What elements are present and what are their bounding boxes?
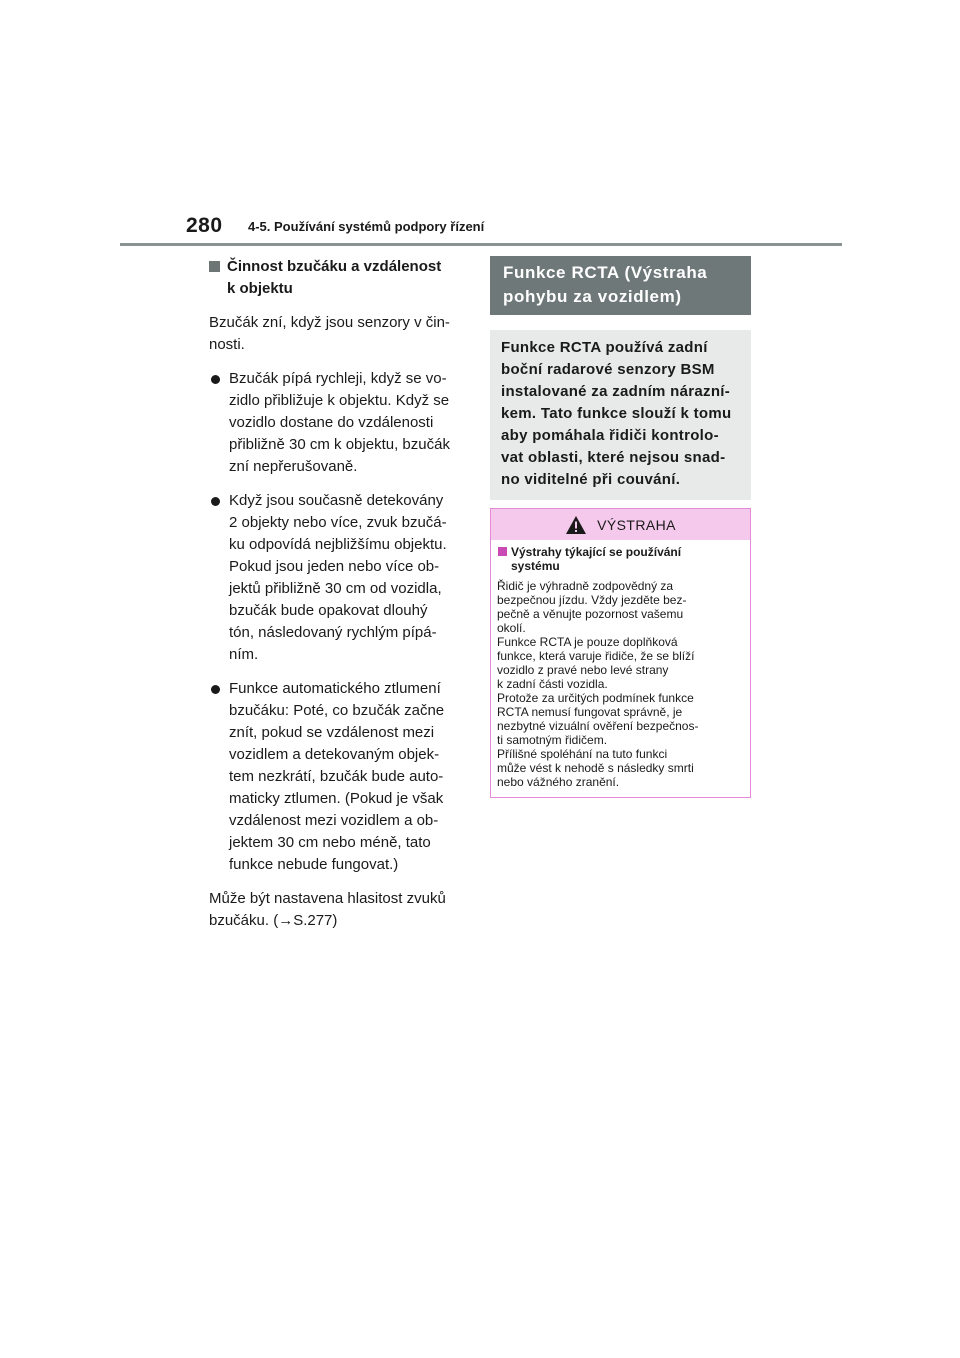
text-line: nebo vážného zranění. — [497, 775, 620, 789]
text-line: Může být nastavena hlasitost zvuků — [209, 890, 446, 907]
text-line: ti samotným řidičem. — [497, 733, 608, 747]
text-line: zidlo přibližuje k objektu. Když se — [229, 392, 450, 409]
warning-box — [490, 508, 751, 798]
section-heading-line: k objektu — [227, 280, 293, 297]
text-line: aby pomáhala řidiči kontrolo- — [501, 427, 719, 444]
text-line: znít, pokud se vzdálenost mezi — [229, 724, 435, 741]
text-line: Bzučák pípá rychleji, když se vo- — [229, 370, 447, 387]
text-line: Funkce automatického ztlumení — [229, 680, 441, 697]
text-line: vzdálenost mezi vozidlem a ob- — [229, 812, 439, 829]
warning-body — [491, 540, 750, 797]
square-bullet-icon — [209, 261, 220, 272]
text-line: tem nezkrátí, bzučák bude auto- — [229, 768, 444, 785]
text-line: k zadní části vozidla. — [497, 677, 608, 691]
text-line: tón, následovaný rychlým pípá- — [229, 624, 437, 641]
text-line: bzučák bude opakovat dlouhý — [229, 602, 428, 619]
bullet-dot-icon — [211, 685, 220, 694]
text-line: vat oblasti, které nejsou snad- — [501, 449, 726, 466]
text-line: pečně a věnujte pozornost vašemu — [497, 607, 684, 621]
text-line: nosti. — [209, 336, 245, 353]
right-column — [490, 256, 751, 798]
text-line: může vést k nehodě s následky smrti — [497, 761, 694, 775]
text-line: 2 objekty nebo více, zvuk bzučá- — [229, 514, 447, 531]
text-line: vozidlo z pravé nebo levé strany — [497, 663, 669, 677]
text-line: jektů přibližně 30 cm od vozidla, — [229, 580, 442, 597]
text-line: instalované za zadním nárazní- — [501, 383, 731, 400]
text-line: vozidlem a detekovaným objek- — [229, 746, 440, 763]
text-line: Protože za určitých podmínek funkce — [497, 691, 694, 705]
left-column — [209, 256, 469, 932]
text-line: Funkce RCTA je pouze doplňková — [497, 635, 678, 649]
text-line: Pokud jsou jeden nebo více ob- — [229, 558, 440, 575]
text-line: Když jsou současně detekovány — [229, 492, 444, 509]
chapter-title: 4-5. Používání systémů podpory řízení — [248, 219, 485, 234]
text-line: boční radarové senzory BSM — [501, 361, 715, 378]
intro-paragraph — [209, 312, 469, 356]
text-line: ním. — [229, 646, 259, 663]
text-line: funkce nebude fungovat.) — [229, 856, 399, 873]
closing-paragraph — [209, 888, 469, 932]
text-line: okolí. — [497, 621, 526, 635]
text-line: vozidlo dostane do vzdálenosti — [229, 414, 434, 431]
text-line: kem. Tato funkce slouží k tomu — [501, 405, 732, 422]
warning-triangle-icon — [565, 515, 587, 535]
text-line: bzučáku: Poté, co bzučák začne — [229, 702, 445, 719]
text-line: ku odpovídá nejbližšímu objektu. — [229, 536, 447, 553]
text-line: nezbytné vizuální ověření bezpečnos- — [497, 719, 699, 733]
square-bullet-icon — [498, 547, 507, 556]
text-line: Funkce RCTA používá zadní — [501, 339, 708, 356]
section-heading-line: Činnost bzučáku a vzdálenost — [227, 258, 442, 275]
bullet-dot-icon — [211, 375, 220, 384]
section-title-line: pohybu za vozidlem) — [503, 287, 682, 306]
warning-header — [491, 509, 750, 540]
bullet-dot-icon — [211, 497, 220, 506]
text-line: RCTA nemusí fungovat správně, je — [497, 705, 683, 719]
warning-heading — [497, 545, 742, 573]
text-line: funkce, která varuje řidiče, že se blíží — [497, 649, 695, 663]
text-line: zní nepřerušovaně. — [229, 458, 358, 475]
text-line: bezpečnou jízdu. Vždy jezděte bez- — [497, 593, 687, 607]
text-line: no viditelné při couvání. — [501, 471, 681, 488]
header-rule — [120, 243, 842, 246]
warning-label: VÝSTRAHA — [597, 516, 676, 533]
section-heading — [209, 256, 469, 300]
page-number: 280 — [186, 214, 223, 237]
bullet-item — [209, 368, 469, 478]
section-title-box — [490, 256, 751, 315]
text-line: maticky ztlumen. (Pokud je však — [229, 790, 444, 807]
text-line: Řidič je výhradně zodpovědný za — [497, 579, 674, 593]
intro-box — [490, 330, 751, 500]
bullet-item — [209, 678, 469, 876]
section-title-line: Funkce RCTA (Výstraha — [503, 263, 708, 282]
text-line: přibližně 30 cm k objektu, bzučák — [229, 436, 450, 453]
text-line: Přílišné spoléhání na tuto funkci — [497, 747, 668, 761]
bullet-item — [209, 490, 469, 666]
text-line: Bzučák zní, když jsou senzory v čin- — [209, 314, 450, 331]
text-line: systému — [511, 559, 560, 573]
text-line: jektem 30 cm nebo méně, tato — [229, 834, 431, 851]
text-line: Výstrahy týkající se používání — [511, 545, 682, 559]
warning-text — [497, 579, 742, 789]
page-reference-link[interactable]: bzučáku. (→S.277) — [209, 912, 338, 929]
